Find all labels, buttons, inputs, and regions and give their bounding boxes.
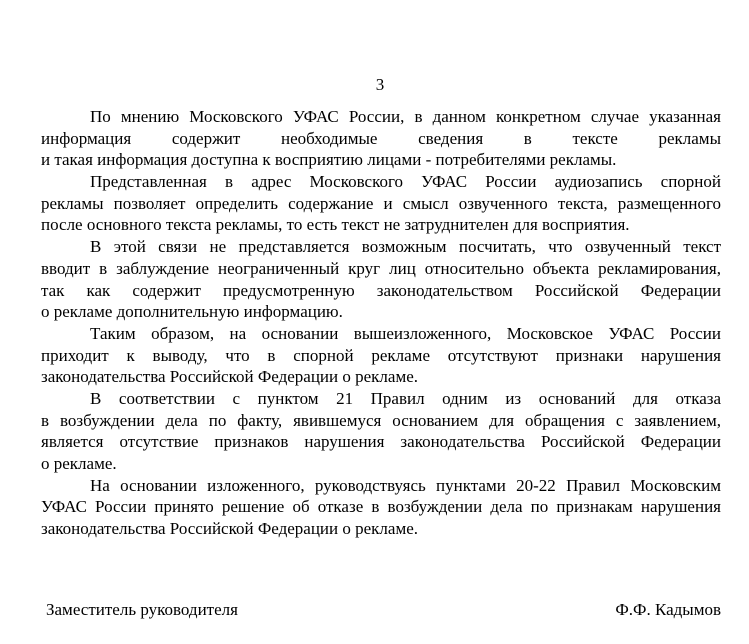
- signatory-name: Ф.Ф. Кадымов: [615, 600, 721, 619]
- paragraph: [41, 236, 721, 323]
- paragraph: [41, 323, 721, 388]
- paragraph-line: и такая информация доступна к восприятию лицами - потребителями рекламы.: [41, 150, 617, 170]
- paragraph-line: о рекламе дополнительную информацию.: [41, 302, 343, 322]
- paragraph-line: Представленная в адрес Московского УФАС России аудиозапись спорной: [90, 172, 721, 192]
- paragraph: [41, 388, 721, 475]
- paragraph-line: информация содержит необходимые сведения в тексте рекламы: [41, 128, 721, 148]
- signatory-position: Заместитель руководителя: [46, 600, 238, 619]
- paragraph-line: В этой связи не представляется возможным посчитать, что озвученный текст: [90, 237, 721, 257]
- paragraph-line: законодательства Российской Федерации о рекламе.: [41, 519, 419, 539]
- paragraph-line: Таким образом, на основании вышеизложенного, Московское УФАС России: [90, 323, 721, 343]
- paragraph-line: В соответствии с пунктом 21 Правил одним из оснований для отказа: [90, 388, 721, 408]
- paragraph-line: приходит к выводу, что в спорной рекламе отсутствуют признаки нарушения: [41, 345, 721, 365]
- paragraph-line: вводит в заблуждение неограниченный круг лиц относительно объекта рекламирования,: [41, 258, 721, 278]
- paragraph: [41, 171, 721, 236]
- document-body: [41, 106, 721, 540]
- paragraph-line: законодательства Российской Федерации о рекламе.: [41, 367, 419, 387]
- paragraph-line: По мнению Московского УФАС России, в данном конкретном случае указанная: [90, 107, 721, 126]
- paragraph: [41, 106, 721, 171]
- paragraph-line: рекламы позволяет определить содержание и смысл озвученного текста, размещенного: [41, 193, 721, 213]
- page-number: 3: [375, 75, 385, 94]
- paragraph-line: после основного текста рекламы, то есть текст не затруднителен для восприятия.: [41, 215, 630, 235]
- paragraph-line: так как содержит предусмотренную законодательством Российской Федерации: [41, 280, 721, 300]
- paragraph-line: На основании изложенного, руководствуясь пунктами 20-22 Правил Московским: [90, 475, 721, 495]
- paragraph-line: о рекламе.: [41, 454, 117, 473]
- paragraph-line: в возбуждении дела по факту, явившемуся основанием для обращения с заявлением,: [41, 410, 721, 430]
- paragraph-line: является отсутствие признаков нарушения законодательства Российской Федерации: [41, 432, 721, 452]
- paragraph: [41, 475, 721, 540]
- paragraph-line: УФАС России принято решение об отказе в возбуждении дела по признакам нарушения: [41, 497, 721, 517]
